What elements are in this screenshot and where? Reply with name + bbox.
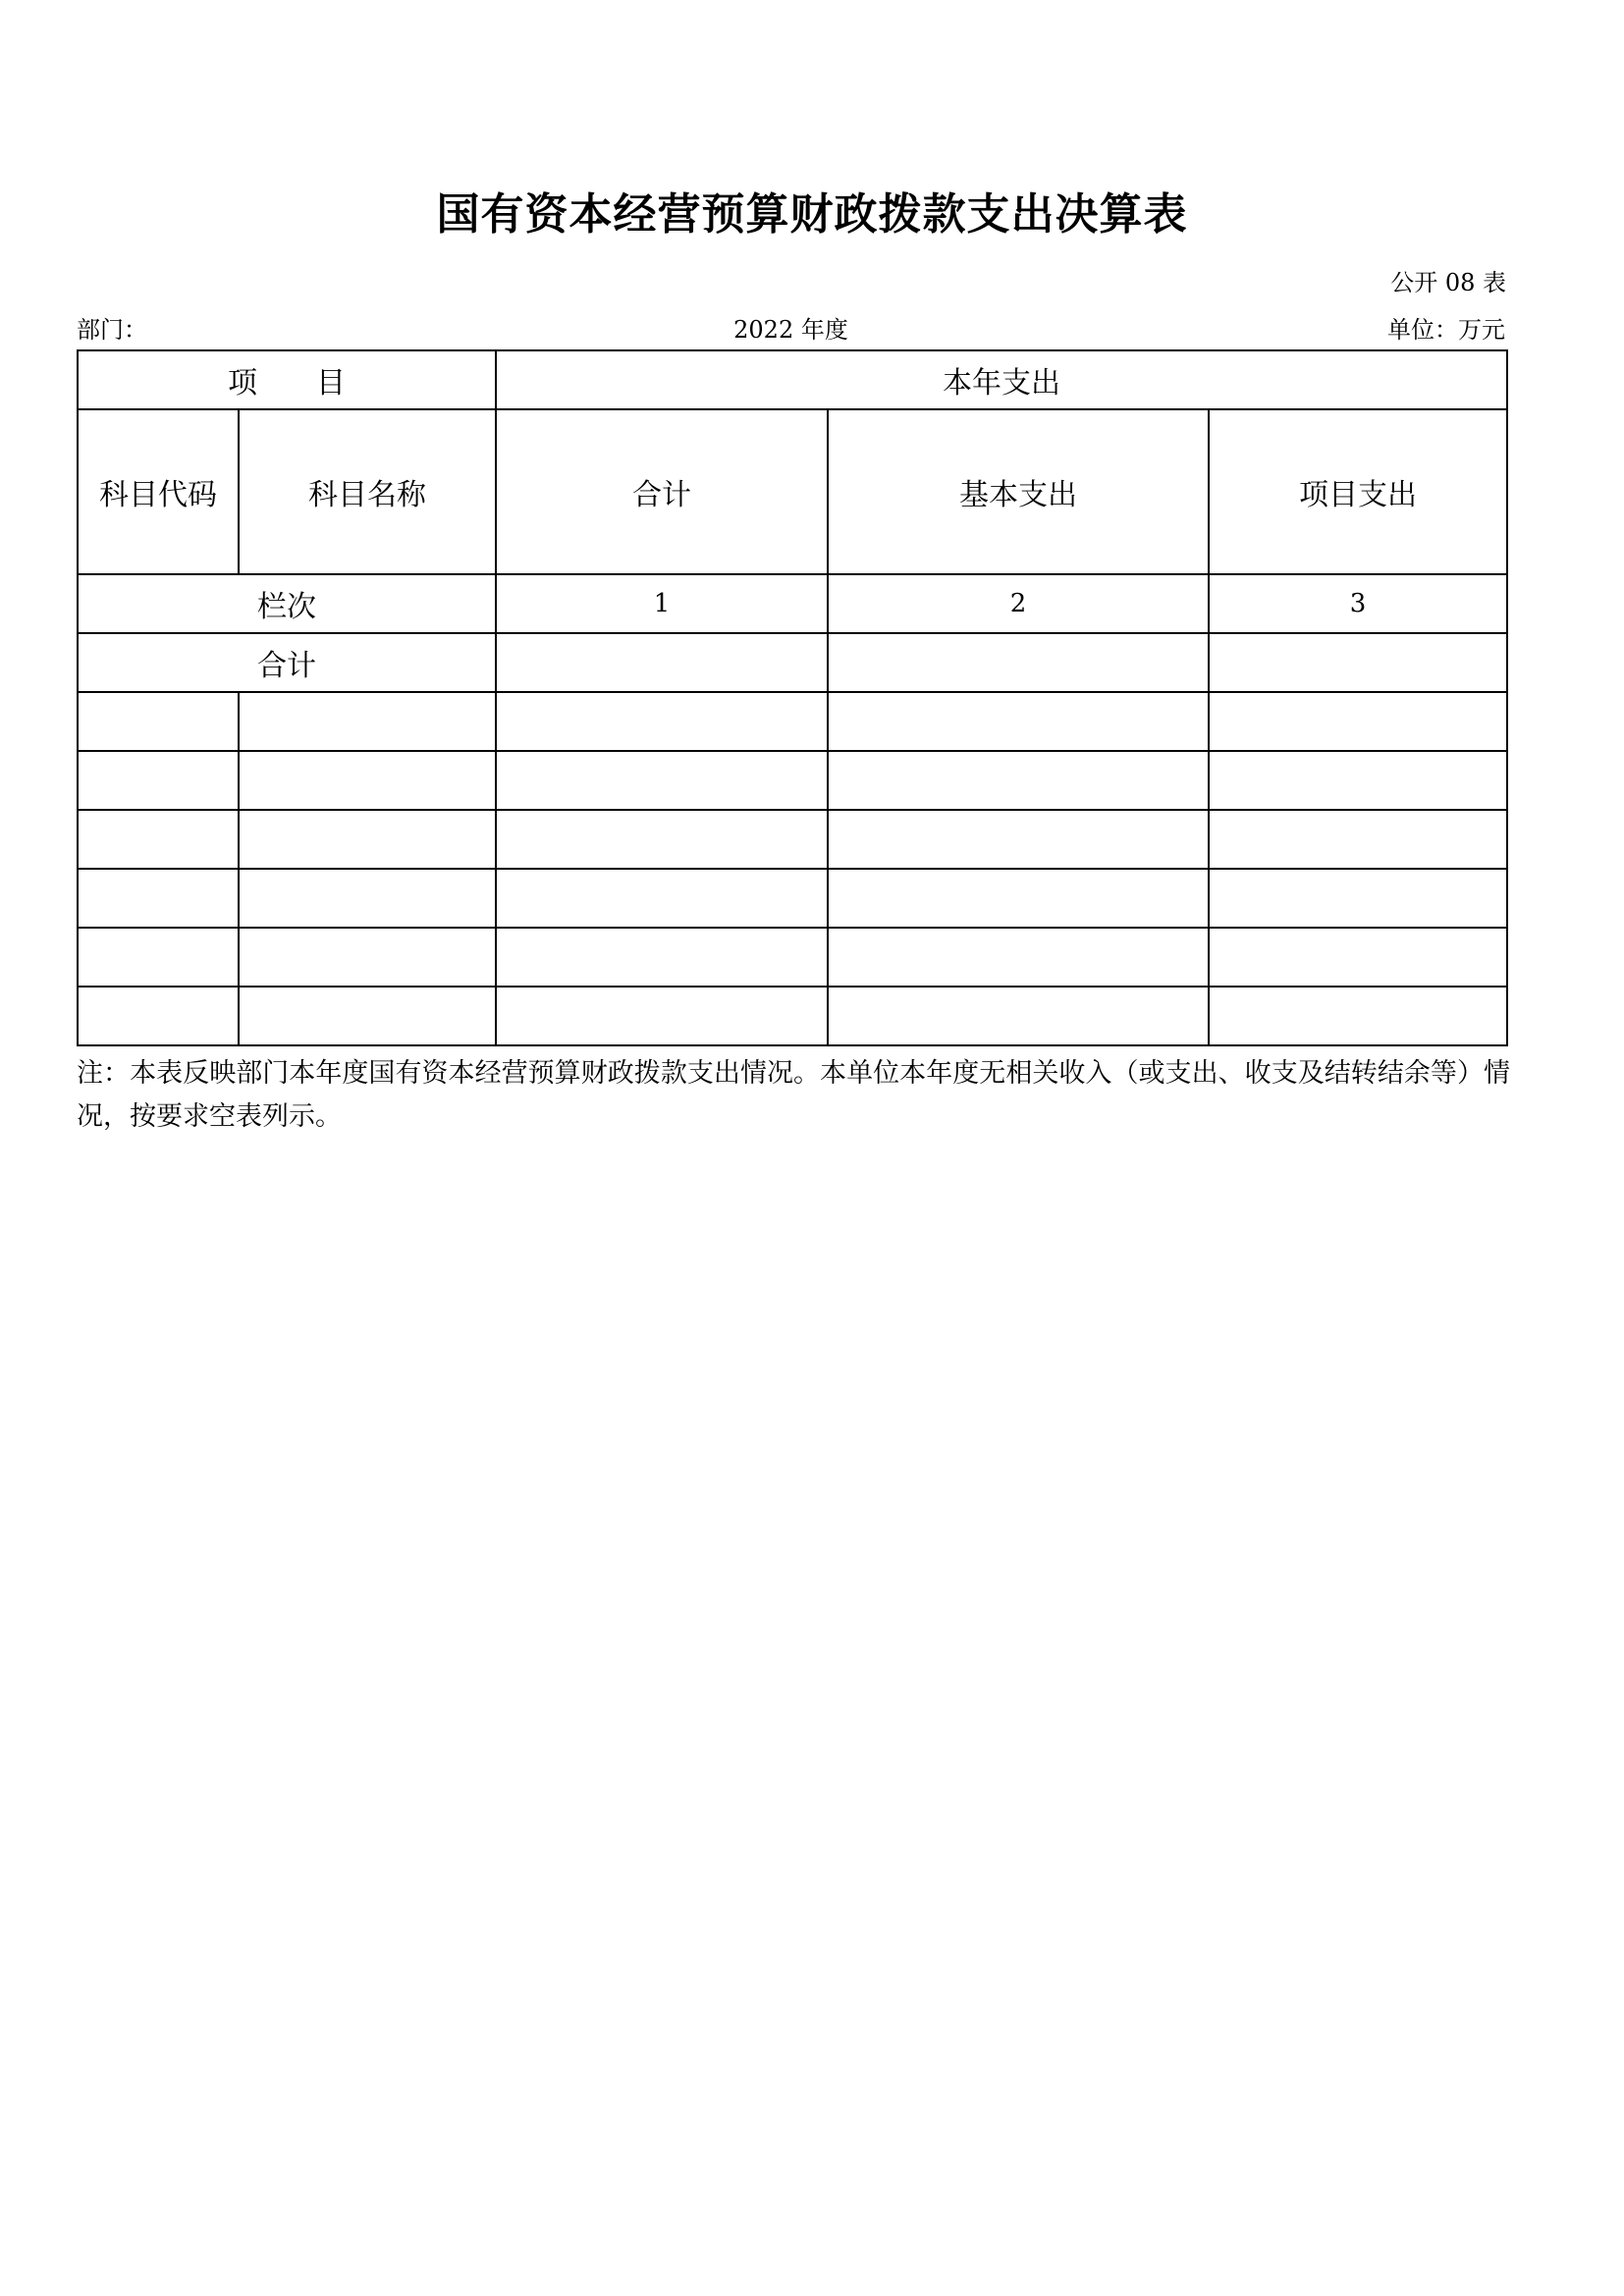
table-row xyxy=(78,869,1507,928)
column-number-3: 3 xyxy=(1209,574,1507,633)
total-cell xyxy=(828,633,1209,692)
total-cell xyxy=(1209,633,1507,692)
total-row xyxy=(78,633,1507,692)
column-number-2: 2 xyxy=(828,574,1209,633)
unit-label: 单位：万元 xyxy=(1387,316,1505,344)
table-cell xyxy=(496,869,828,928)
table-cell xyxy=(828,751,1209,810)
table-cell xyxy=(1209,810,1507,869)
table-meta xyxy=(77,310,1505,344)
total-row-label: 合计 xyxy=(78,633,496,692)
table-cell xyxy=(239,810,496,869)
subheader-code: 科目代码 xyxy=(78,409,239,574)
year-label: 2022 年度 xyxy=(733,316,848,344)
header-item: 项 目 xyxy=(78,350,496,409)
header-row xyxy=(78,350,1507,409)
table-cell xyxy=(1209,928,1507,987)
subheader-row xyxy=(78,409,1507,574)
table-cell xyxy=(828,987,1209,1045)
table-row xyxy=(78,928,1507,987)
total-cell xyxy=(496,633,828,692)
table-cell xyxy=(828,810,1209,869)
table-cell xyxy=(239,692,496,751)
table-cell xyxy=(1209,869,1507,928)
header-current-year-expense: 本年支出 xyxy=(496,350,1507,409)
table-cell xyxy=(496,928,828,987)
expense-table xyxy=(77,349,1508,1046)
table-cell xyxy=(1209,987,1507,1045)
table-cell xyxy=(828,692,1209,751)
table-code: 公开 08 表 xyxy=(1390,269,1506,296)
column-number-row xyxy=(78,574,1507,633)
subheader-name: 科目名称 xyxy=(239,409,496,574)
table-row xyxy=(78,751,1507,810)
table-cell xyxy=(239,987,496,1045)
subheader-project: 项目支出 xyxy=(1209,409,1507,574)
table-cell xyxy=(78,869,239,928)
table-cell xyxy=(496,987,828,1045)
table-cell xyxy=(78,810,239,869)
table-cell xyxy=(496,810,828,869)
table-note: 注：本表反映部门本年度国有资本经营预算财政拨款支出情况。本单位本年度无相关收入（或支出、收支及结转结余等）情况，按要求空表列示。 xyxy=(77,1058,1510,1132)
table-cell xyxy=(1209,751,1507,810)
department-label: 部门： xyxy=(77,316,147,344)
table-cell xyxy=(78,692,239,751)
column-number-1: 1 xyxy=(496,574,828,633)
column-number-label: 栏次 xyxy=(78,574,496,633)
table-cell xyxy=(828,869,1209,928)
document-title: 国有资本经营预算财政拨款支出决算表 xyxy=(436,189,1188,240)
table-row xyxy=(78,810,1507,869)
table-cell xyxy=(1209,692,1507,751)
table-cell xyxy=(239,751,496,810)
table-cell xyxy=(496,751,828,810)
subheader-basic: 基本支出 xyxy=(828,409,1209,574)
table-cell xyxy=(239,869,496,928)
table-cell xyxy=(78,751,239,810)
table-cell xyxy=(239,928,496,987)
subheader-total: 合计 xyxy=(496,409,828,574)
table-row xyxy=(78,987,1507,1045)
table-cell xyxy=(78,928,239,987)
table-row xyxy=(78,692,1507,751)
table-cell xyxy=(78,987,239,1045)
table-cell xyxy=(828,928,1209,987)
table-cell xyxy=(496,692,828,751)
